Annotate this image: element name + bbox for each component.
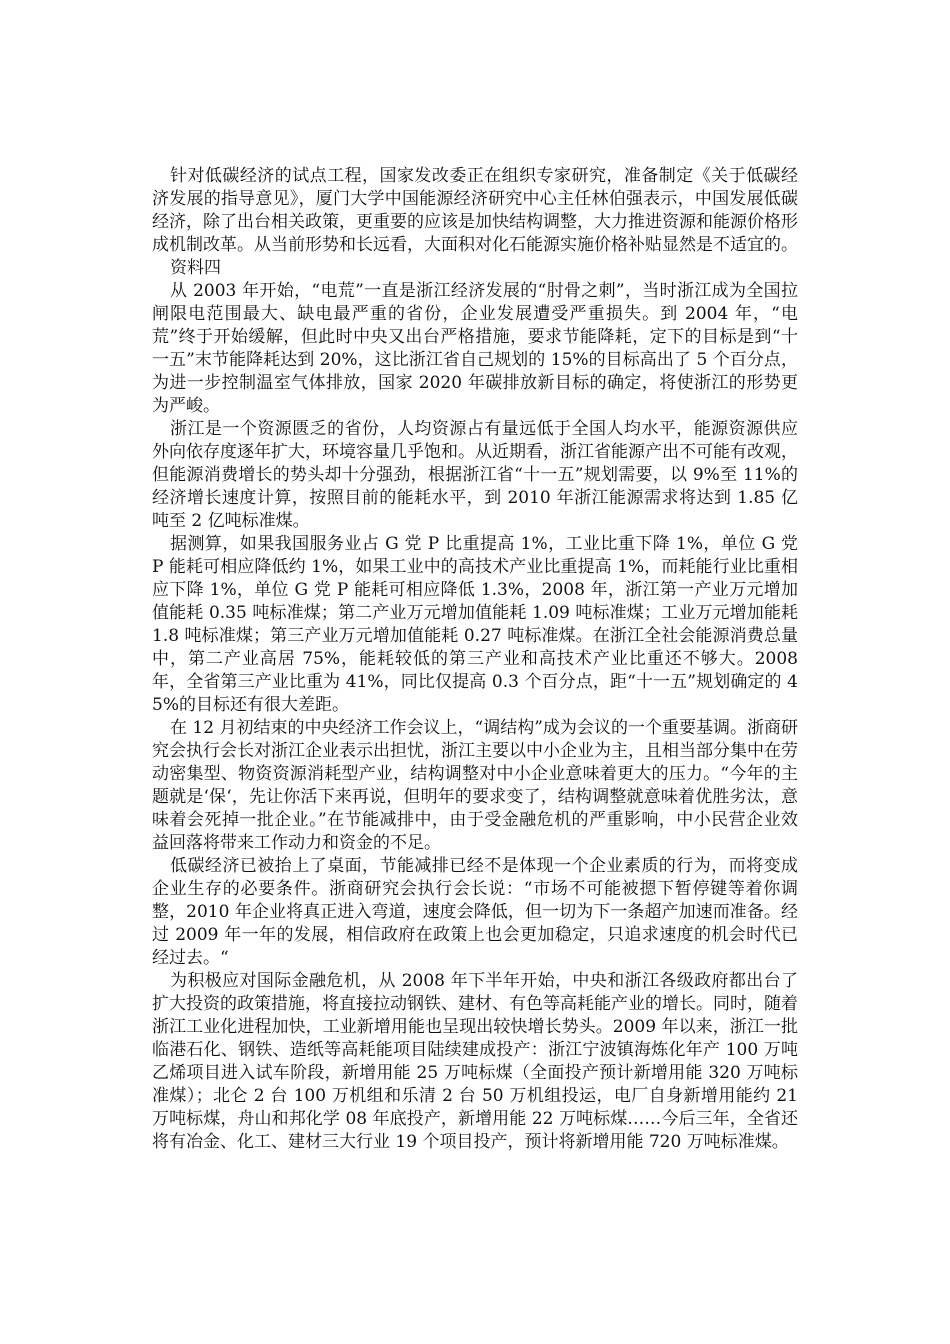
paragraph-investment-growth: 为积极应对国际金融危机，从 2008 年下半年开始，中央和浙江各级政府都出台了扩大投资的政策措施，将直接拉动钢铁、建材、有色等高耗能产业的增长。同时，随着浙江工业化进程加快，工业新增用能也呈现出较快增长势头。2009 年以来，浙江一批临港石化、钢铁、造纸等高耗能项目陆续建成投产：浙江宁波镇海炼化年产 100 万吨乙烯项目进入试车阶段，新增用能 25 万吨标煤（全面投产预计新增用能 320 万吨标准煤）；北仑 2 台 100 万机组和乐清 2 台 50 万机组投运，电厂自身新增用能约 21 万吨标煤，舟山和邦化学 08 年底投产，新增用能 22 万吨标煤……今后三年，全省还将有冶金、化工、建材三大行业 19 个项目投产，预计将新增用能 720 万吨标准煤。: [152, 971, 798, 1152]
paragraph-pilot-project: 针对低碳经济的试点工程，国家发改委正在组织专家研究，准备制定《关于低碳经济发展的指导意见》，厦门大学中国能源经济研究中心主任林伯强表示，中国发展低碳经济，除了出台相关政策，更重要的应该是加快结构调整，大力推进资源和能源价格形成机制改革。从当前形势和长远看，大面积对化石能源实施价格补贴显然是不适宜的。: [152, 166, 798, 255]
paragraph-low-carbon-survival: 低碳经济已被抬上了桌面，节能减排已经不是体现一个企业素质的行为，而将变成企业生存的必要条件。浙商研究会执行会长说：“市场不可能被摁下暂停键等着你调整，2010 年企业将真正进入弯道，速度会降低，但一切为下一条超产加速而准备。经过 2009 年一年的发展，相信政府在政策上也会更加稳定，只追求速度的机会时代已经过去。“: [152, 856, 798, 968]
paragraph-power-shortage: 从 2003 年开始，“电荒”一直是浙江经济发展的“肘骨之刺”，当时浙江成为全国拉闸限电范围最大、缺电最严重的省份，企业发展遭受严重损失。到 2004 年，“电荒”终于开始缓解，但此时中央又出台严格措施，要求节能降耗，定下的目标是到“十一五”末节能降耗达到 20%，这比浙江省自己规划的 15%的目标高出了 5 个百分点，为进一步控制温室气体排放，国家 2020 年碳排放新目标的确定，将使浙江的形势更为严峻。: [152, 281, 798, 416]
paragraph-resource-scarcity: 浙江是一个资源匮乏的省份，人均资源占有量远低于全国人均水平，能源资源供应外向依存度逐年扩大，环境容量几乎饱和。从近期看，浙江省能源产出不可能有改观，但能源消费增长的势头却十分强劲，根据浙江省“十一五”规划需要，以 9%至 11%的经济增长速度计算，按照目前的能耗水平，到 2010 年浙江能源需求将达到 1.85 亿吨至 2 亿吨标准煤。: [152, 419, 798, 531]
section-heading-material-four: 资料四: [170, 258, 221, 278]
paragraph-economic-conference: 在 12 月初结束的中央经济工作会议上，“调结构”成为会议的一个重要基调。浙商研究会执行会长对浙江企业表示出担忧，浙江主要以中小企业为主，且相当部分集中在劳动密集型、物资资源消耗型产业，结构调整对中小企业意味着更大的压力。“今年的主题就是‘保‘，先让你活下来再说，但明年的要求变了，结构调整就意味着优胜劣汰，意味着会死掉一批企业。”在节能减排中，由于受金融危机的严重影响，中小民营企业效益回落将带来工作动力和资金的不足。: [152, 718, 798, 853]
document-body: [152, 165, 798, 1154]
paragraph-energy-estimates: 据测算，如果我国服务业占 G 党 P 比重提高 1%，工业比重下降 1%，单位 G 党 P 能耗可相应降低约 1%，如果工业中的高技术产业比重提高 1%，而耗能行业比重相应下降 1%，单位 G 党 P 能耗可相应降低 1.3%，2008 年，浙江第一产业万元增加值能耗 0.35 吨标准煤；第二产业万元增加值能耗 1.09 吨标准煤；工业万元增加能耗 1.8 吨标准煤；第三产业万元增加值能耗 0.27 吨标准煤。在浙江全社会能源消费总量中，第二产业高居 75%，能耗较低的第三产业和高技术产业比重还不够大。2008 年，全省第三产业比重为 41%，同比仅提高 0.3 个百分点，距“十一五”规划确定的 45%的目标还有很大差距。: [152, 534, 798, 715]
